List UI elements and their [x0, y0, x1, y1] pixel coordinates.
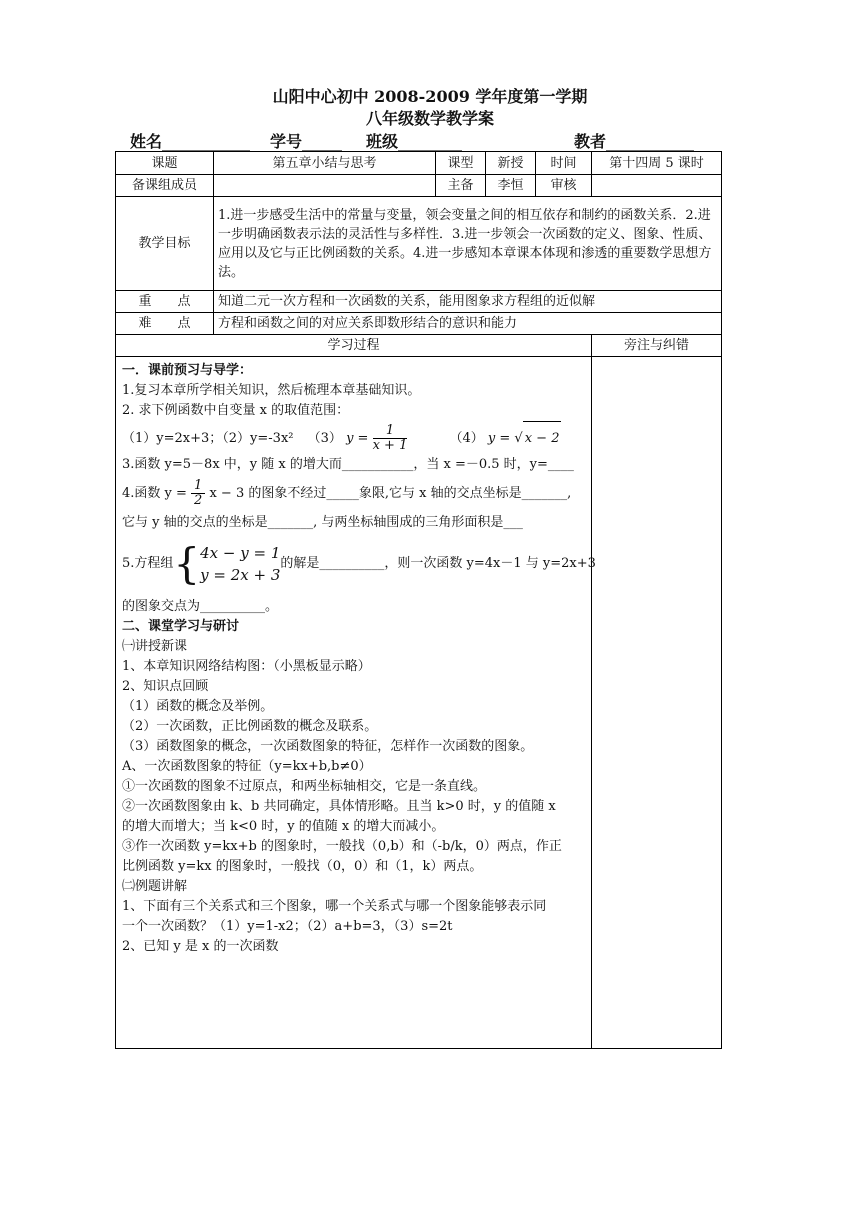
subsection-title: ㈡例题讲解: [122, 879, 188, 894]
fraction-denominator: 2: [194, 493, 203, 508]
members-label: 备课组成员: [116, 175, 214, 197]
type-value: 新授: [486, 152, 536, 175]
table-row: [116, 197, 722, 291]
formula-text: y =: [346, 431, 369, 446]
list-item: 2. 求下例函数中自变量 x 的取值范围：: [122, 403, 350, 418]
objective-label: 教学目标: [116, 197, 214, 291]
objective-text: 1.进一步感受生活中的常量与变量，领会变量之间的相互依存和制约的函数关系．2.进一步明确函数表示法的灵活性与多样性．3.进一步领会一次函数的定义、图象、性质、应用以及它与正比例函数的关系。4.进一步感知本章课本体现和渗透的重要数学思想方法。: [214, 197, 722, 291]
list-item-text: 的解是__________，则一次函数 y=4x－1 与 y=2x+3: [280, 556, 596, 571]
learning-process-body: [116, 357, 596, 1049]
fraction-numerator: 1: [191, 479, 205, 494]
lead-value: 李恒: [486, 175, 536, 197]
equation: y = 2x + 3: [200, 565, 281, 584]
list-item: 1、下面有三个关系式和三个图象，哪一个关系式与哪一个图象能够表示同: [122, 899, 547, 914]
teacher-blank: ___________: [606, 132, 695, 151]
list-item-text: 5.方程组: [122, 556, 174, 571]
left-brace-icon: {: [173, 538, 201, 588]
fraction: [373, 424, 408, 453]
list-item: 它与 y 轴的交点的坐标是_______, 与两坐标轴围成的三角形面积是___: [122, 515, 523, 530]
table-row: [116, 357, 722, 1049]
list-item: ①一次函数的图象不过原点，和两坐标轴相交，它是一条直线。: [122, 779, 487, 794]
table-row: [116, 152, 722, 175]
student-no-field: [270, 129, 342, 152]
list-item: 1、本章知识网络结构图：（小黑板显示略）: [122, 659, 371, 674]
time-label: 时间: [536, 152, 592, 175]
name-blank: ___________: [162, 132, 251, 151]
list-item: （1）函数的概念及举例。: [122, 699, 274, 714]
list-item: 3.函数 y=5－8x 中，y 随 x 的增大而___________，当 x =－0.5 时，y=____: [122, 457, 574, 472]
notes-column: [592, 357, 722, 1049]
list-item: （3）函数图象的概念，一次函数图象的特征，怎样作一次函数的图象。: [122, 739, 534, 754]
list-item: 2、知识点回顾: [122, 679, 209, 694]
document-title: 山阳中心初中 2008-2009 学年度第一学期: [272, 87, 588, 106]
process-header: 学习过程: [116, 335, 592, 357]
student-no-blank: _____: [302, 132, 343, 151]
list-item: ②一次函数图象由 k、b 共同确定，具体情形略。且当 k>0 时，y 的值随 x: [122, 799, 556, 814]
difficulty-label: 难 点: [116, 313, 214, 335]
radicand: x − 2: [523, 421, 562, 456]
list-item: 1.复习本章所学相关知识，然后梳理本章基础知识。: [122, 383, 421, 398]
table-row: [116, 313, 722, 335]
fraction-numerator: 1: [373, 424, 408, 439]
list-item: （2）一次函数，正比例函数的概念及联系。: [122, 719, 378, 734]
members-value: [214, 175, 436, 197]
lead-label: 主备: [436, 175, 486, 197]
list-item-text: （3）: [307, 431, 342, 446]
list-item-text: 4.函数 y =: [122, 486, 187, 501]
key-point-label: 重 点: [116, 291, 214, 313]
list-item-text: （1）y=2x+3；（2）y=-3x²: [122, 431, 294, 446]
list-item: [122, 475, 585, 513]
list-item-text: x − 3 的图象不经过_____象限,它与 x 轴的交点坐标是_______,: [209, 486, 572, 501]
topic-value: 第五章小结与思考: [214, 152, 436, 175]
formula-text: y =: [487, 431, 511, 446]
teacher-label: 教者: [574, 132, 607, 151]
list-item: [122, 537, 596, 591]
lesson-plan-table: [115, 151, 722, 1049]
list-item: 一个一次函数？（1）y=1-x2；（2）a+b=3，（3）s=2t: [122, 919, 453, 934]
section-title: 一．课前预习与导学：: [122, 363, 253, 378]
table-row: [116, 335, 722, 357]
name-label: 姓名: [130, 132, 163, 151]
list-item-text: （4）: [449, 431, 484, 446]
list-item: 的图象交点为__________。: [122, 599, 279, 614]
difficulty-text: 方程和函数之间的对应关系即数形结合的意识和能力: [214, 313, 722, 335]
list-item: 2、已知 y 是 x 的一次函数: [122, 939, 279, 954]
list-item: ③作一次函数 y=kx+b 的图象时，一般找（0,b）和（-b/k，0）两点，作正: [122, 839, 562, 854]
list-item: [122, 421, 585, 455]
fraction-denominator: x + 1: [372, 438, 408, 453]
table-row: [116, 175, 722, 197]
subsection-title: ㈠讲授新课: [122, 639, 188, 654]
list-item: 比例函数 y=kx 的图象时，一般找（0，0）和（1，k）两点。: [122, 859, 483, 874]
notes-header: 旁注与纠错: [592, 335, 722, 357]
fraction: [191, 479, 205, 508]
topic-label: 课题: [116, 152, 214, 175]
document-subtitle: 八年级数学教学案: [365, 109, 494, 128]
list-item: 的增大而增大；当 k<0 时，y 的值随 x 的增大而减小。: [122, 819, 445, 834]
review-label: 审核: [536, 175, 592, 197]
sqrt-icon: √: [514, 431, 523, 446]
equation: 4x − y = 1: [200, 543, 281, 562]
class-label: 班级: [366, 132, 399, 151]
review-value: [592, 175, 722, 197]
list-item: A、一次函数图象的特征（y=kx+b,b≠0）: [122, 759, 372, 774]
time-value: 第十四周 5 课时: [592, 152, 722, 175]
type-label: 课型: [436, 152, 486, 175]
class-blank: ________: [398, 132, 463, 151]
key-point-text: 知道二元一次方程和一次函数的关系，能用图象求方程组的近似解: [214, 291, 722, 313]
equation-system: [200, 542, 280, 586]
teacher-field: [574, 129, 694, 152]
class-field: [366, 129, 462, 152]
student-no-label: 学号: [270, 132, 303, 151]
name-field: [130, 129, 250, 152]
section-title: 二、课堂学习与研讨: [122, 619, 240, 634]
table-row: [116, 291, 722, 313]
